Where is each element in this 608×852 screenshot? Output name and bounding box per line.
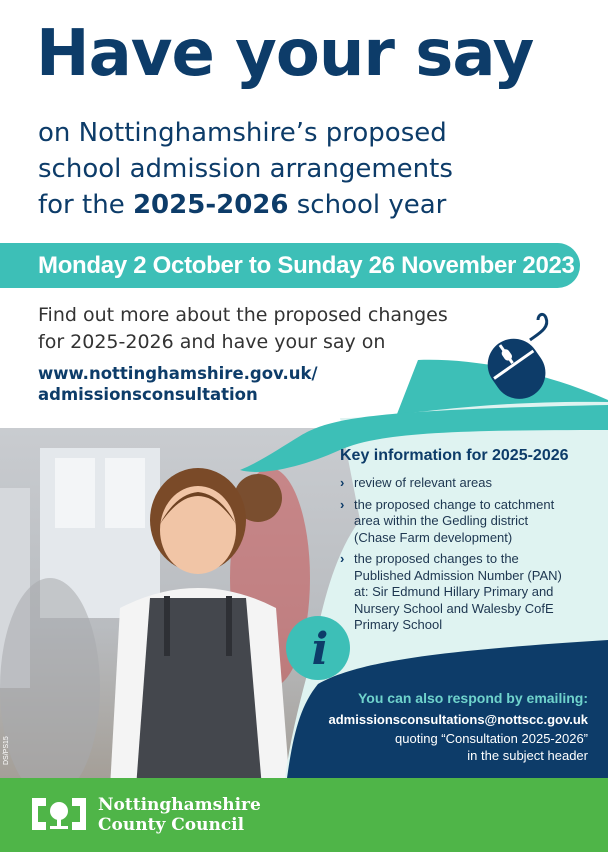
subheading-line-2: school admission arrangements <box>38 154 453 184</box>
information-icon-letter: i <box>311 624 329 675</box>
council-name <box>98 795 261 835</box>
key-information-item: › the proposed changes to the Published Admission Number (PAN) at: Sir Edmund Hillary Primary and Nursery School and Walesby CofE Primary School <box>340 551 562 632</box>
respond-instruction-line-1: quoting “Consultation 2025-2026” <box>395 731 588 746</box>
key-information-panel <box>340 447 572 639</box>
reference-code: DS/PS15 <box>3 736 10 765</box>
county-council-logo-icon <box>28 794 90 834</box>
chevron-right-icon: › <box>340 551 345 566</box>
computer-mouse-icon <box>468 310 568 410</box>
respond-title: You can also respond by emailing: <box>357 690 588 706</box>
respond-email-link[interactable]: admissionsconsultations@nottscc.gov.uk <box>328 712 588 727</box>
key-information-list <box>340 475 572 634</box>
subheading-line-1: on Nottinghamshire’s proposed <box>38 118 447 148</box>
school-year: 2025-2026 <box>132 190 289 220</box>
find-out-line-2: for 2025-2026 and have your say on <box>38 331 386 353</box>
respond-instruction-line-2: in the subject header <box>467 748 588 763</box>
chevron-right-icon: › <box>340 475 345 490</box>
headline: Have your say <box>36 17 534 91</box>
find-out-line-1: Find out more about the proposed changes <box>38 304 448 326</box>
council-name-line-1: Nottinghamshire <box>98 795 261 815</box>
consultation-url-line-1[interactable]: www.nottinghamshire.gov.uk/ <box>38 364 318 383</box>
consultation-url-line-2[interactable]: admissionsconsultation <box>38 385 258 404</box>
key-information-item: › review of relevant areas <box>340 475 493 490</box>
consultation-dates: Monday 2 October to Sunday 26 November 2023 <box>38 252 575 279</box>
key-information-title: Key information for 2025-2026 <box>340 447 569 464</box>
subheading-line-3: for the 2025-2026 school year <box>38 190 447 220</box>
council-name-line-2: County Council <box>98 815 245 835</box>
chevron-right-icon: › <box>340 496 345 512</box>
key-information-item: › the proposed change to catchment area within the Gedling district (Chase Farm development) <box>340 496 555 545</box>
footer-bar <box>0 778 608 852</box>
